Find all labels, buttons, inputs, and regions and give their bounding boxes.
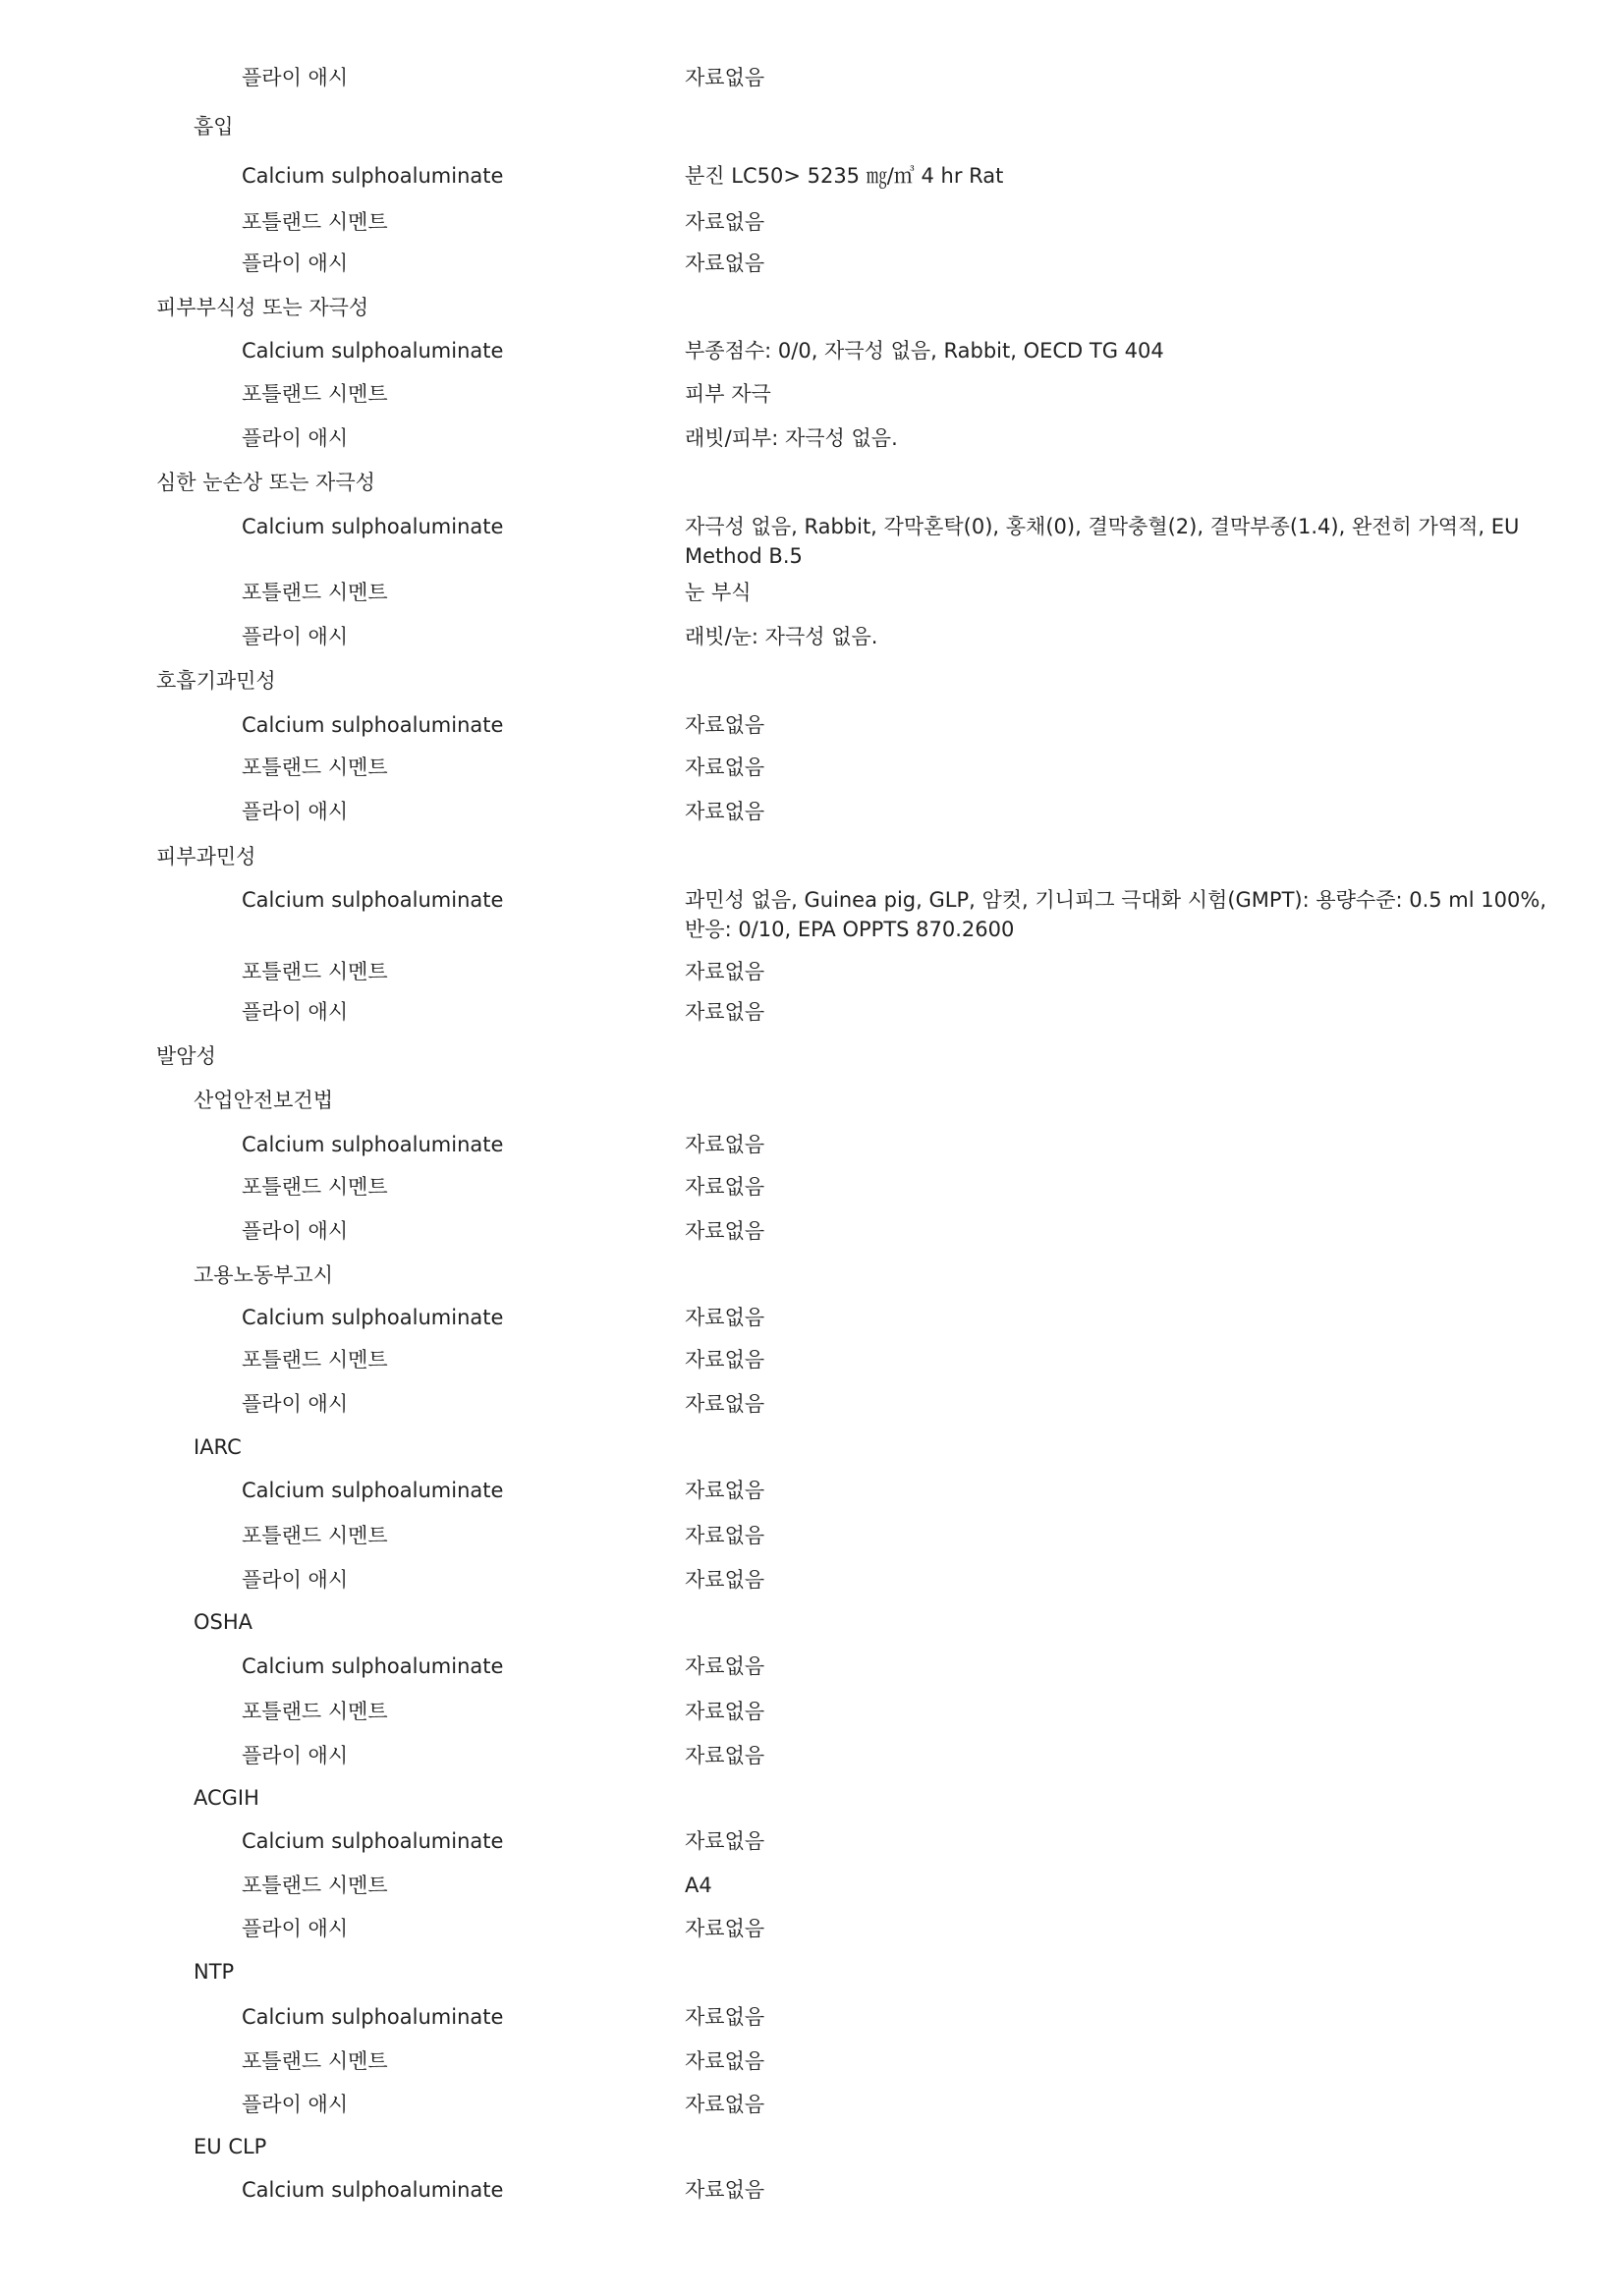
item-label: 포틀랜드 시멘트 [242, 210, 388, 234]
item-value: 자료없음 [685, 960, 765, 983]
item-label: 플라이 애시 [242, 66, 349, 89]
section-heading-label: 심한 눈손상 또는 자극성 [156, 471, 375, 494]
item-label: Calcium sulphoaluminate [242, 2178, 504, 2202]
item-label: Calcium sulphoaluminate [242, 1479, 504, 1502]
item-value: 자료없음 [685, 2093, 765, 2116]
item-value: 자료없음 [685, 1219, 765, 1243]
subsection-heading-label: ACGIH [194, 1786, 259, 1810]
item-value: 자료없음 [685, 1829, 765, 1853]
item-label: Calcium sulphoaluminate [242, 1654, 504, 1678]
item-label: 플라이 애시 [242, 1392, 349, 1416]
item-value: 자료없음 [685, 2049, 765, 2073]
item-label: 포틀랜드 시멘트 [242, 581, 388, 604]
subsection-heading-label: IARC [194, 1435, 242, 1459]
item-label: 플라이 애시 [242, 1568, 349, 1592]
item-value: 눈 부식 [685, 581, 752, 604]
subsection-heading-label: 고용노동부고시 [194, 1263, 334, 1287]
section-heading-label: 발암성 [156, 1044, 216, 1068]
item-label: 포틀랜드 시멘트 [242, 756, 388, 779]
item-label: 포틀랜드 시멘트 [242, 1175, 388, 1199]
item-label: 포틀랜드 시멘트 [242, 1524, 388, 1547]
item-label: 포틀랜드 시멘트 [242, 2049, 388, 2073]
item-label: Calcium sulphoaluminate [242, 515, 504, 538]
item-value: 자료없음 [685, 1700, 765, 1723]
item-value: 분진 LC50> 5235 ㎎/㎥ 4 hr Rat [685, 164, 1004, 188]
item-value: 자료없음 [685, 66, 765, 89]
item-value: 자료없음 [685, 2005, 765, 2029]
item-value: A4 [685, 1874, 712, 1897]
item-label: 플라이 애시 [242, 625, 349, 648]
item-label: Calcium sulphoaluminate [242, 713, 504, 737]
item-label: 포틀랜드 시멘트 [242, 1700, 388, 1723]
item-label: 포틀랜드 시멘트 [242, 382, 388, 406]
item-label: 플라이 애시 [242, 1917, 349, 1940]
subsection-heading-label: EU CLP [194, 2135, 267, 2158]
item-value: 부종점수: 0/0, 자극성 없음, Rabbit, OECD TG 404 [685, 339, 1164, 363]
item-value: 과민성 없음, Guinea pig, GLP, 암컷, 기니피그 극대화 시험(GMPT): 용량수준: 0.5 ml 100%, 반응: 0/10, EPA OPPTS 870.2600 [685, 888, 1546, 941]
section-heading-label: 피부과민성 [156, 845, 256, 868]
item-value: 자료없음 [685, 1524, 765, 1547]
item-label: Calcium sulphoaluminate [242, 339, 504, 363]
item-label: Calcium sulphoaluminate [242, 1306, 504, 1329]
item-label: 포틀랜드 시멘트 [242, 960, 388, 983]
item-label: Calcium sulphoaluminate [242, 1133, 504, 1156]
item-value: 자료없음 [685, 210, 765, 234]
item-label: 플라이 애시 [242, 1000, 349, 1024]
item-value: 자료없음 [685, 1917, 765, 1940]
item-label: 플라이 애시 [242, 2093, 349, 2116]
item-label: Calcium sulphoaluminate [242, 1829, 504, 1853]
item-value: 자료없음 [685, 1348, 765, 1372]
item-label: Calcium sulphoaluminate [242, 2005, 504, 2029]
item-value: 자료없음 [685, 252, 765, 275]
item-label: 플라이 애시 [242, 800, 349, 823]
item-value: 자료없음 [685, 1175, 765, 1199]
subsection-heading-label: 산업안전보건법 [194, 1089, 334, 1112]
item-value: 자료없음 [685, 756, 765, 779]
item-label: 포틀랜드 시멘트 [242, 1348, 388, 1372]
item-label: Calcium sulphoaluminate [242, 888, 504, 912]
section-heading-label: 호흡기과민성 [156, 669, 276, 693]
item-value: 자료없음 [685, 1479, 765, 1502]
item-value: 자료없음 [685, 1744, 765, 1767]
item-value: 자료없음 [685, 1568, 765, 1592]
item-value: 자료없음 [685, 800, 765, 823]
item-value: 자료없음 [685, 1133, 765, 1156]
item-value: 자료없음 [685, 1000, 765, 1024]
item-label: 플라이 애시 [242, 1744, 349, 1767]
item-value: 자료없음 [685, 2178, 765, 2202]
item-value: 자료없음 [685, 1654, 765, 1678]
item-value: 자료없음 [685, 713, 765, 737]
subsection-heading-label: 흡입 [194, 115, 234, 139]
item-value: 자극성 없음, Rabbit, 각막혼탁(0), 홍채(0), 결막충혈(2), 결막부종(1.4), 완전히 가역적, EU Method B.5 [685, 515, 1520, 568]
subsection-heading-label: OSHA [194, 1610, 253, 1634]
item-label: 포틀랜드 시멘트 [242, 1874, 388, 1897]
item-value: 래빗/피부: 자극성 없음. [685, 426, 898, 450]
item-value: 피부 자극 [685, 382, 771, 406]
item-label: 플라이 애시 [242, 426, 349, 450]
item-label: 플라이 애시 [242, 252, 349, 275]
subsection-heading-label: NTP [194, 1960, 235, 1984]
item-label: 플라이 애시 [242, 1219, 349, 1243]
item-value: 자료없음 [685, 1392, 765, 1416]
item-value: 자료없음 [685, 1306, 765, 1329]
item-value: 래빗/눈: 자극성 없음. [685, 625, 878, 648]
section-heading-label: 피부부식성 또는 자극성 [156, 296, 369, 319]
item-label: Calcium sulphoaluminate [242, 164, 504, 188]
